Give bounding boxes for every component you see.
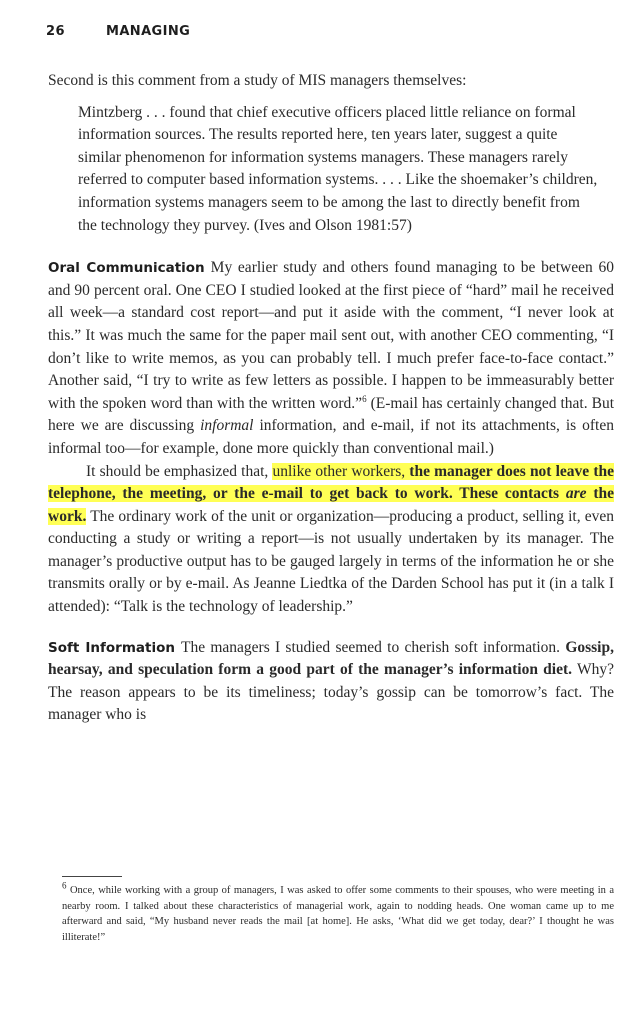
oral-text-1: My earlier study and others found managing to be between 60 and 90 percent oral. One CEO I studied looked at the first piece of “hard” mail he received all week—a standard cost report—and put it aside with the comment, “I never look at this.” It was much the same for the paper mail sent out, with another CEO commenting, “I don’t like to write memos, as you can probably tell. I much prefer face-to-face contact.” Another said, “I try to write as few letters as possible. I happen to be immeasurably better with the spoken word than with the written word.” <box>48 259 614 412</box>
page-number: 26 <box>46 24 65 39</box>
running-title: MANAGING <box>106 24 191 39</box>
emphasis-text-rest: The ordinary work of the unit or organization—producing a product, selling it, even conducting a study or writing a report—is not usually undertaken by its manager. The manager’s productive output has to be gauged largely in terms of the information he or she transmits orally or by e-mail. As Jeanne Liedtka of the Darden School has put it (in a talk I attended): “Talk is the technology of leadership.” <box>48 507 614 616</box>
oral-text-3: information, and e-mail, if not its attachments, is often informal too—for example, done more quickly than conventional mail.) <box>48 417 614 457</box>
soft-information-paragraph <box>48 637 614 727</box>
footnote-6 <box>62 880 614 945</box>
oral-text-emphasis: informal <box>200 417 254 435</box>
quote-text: Mintzberg . . . found that chief executive officers placed little reliance on formal information sources. The results reported here, ten years later, suggest a quite similar phenomenon for information systems managers. These managers rarely referred to computer based information systems. . . . Like the shoemaker’s children, information systems managers seem to be among the last to directly benefit from the technology they purvey. (Ives and Olson 1981:57) <box>78 103 598 234</box>
highlight-emphasis: are <box>565 485 587 503</box>
footnote-marker: 6 <box>362 393 367 404</box>
emphasis-paragraph <box>48 461 614 619</box>
main-text <box>48 70 614 727</box>
footnote-number: 6 <box>62 880 67 891</box>
footnote-rule <box>62 876 122 877</box>
intro-paragraph: Second is this comment from a study of MIS managers themselves: <box>48 72 467 89</box>
soft-text-2: Why? The reason appears to be its timeliness; today’s gossip can be tomorrow’s fact. The manager who is <box>48 661 614 724</box>
soft-text-bold: Gossip, hearsay, and speculation form a good part of the manager’s information diet. <box>48 638 614 679</box>
footnotes <box>62 876 614 945</box>
section-heading-oral: Oral Communication <box>48 260 205 277</box>
highlight-bold-1: the manager does not leave the telephone, the meeting, or the e-mail to get back to work. These contacts <box>48 462 614 503</box>
highlight-plain: unlike other workers, <box>272 462 410 480</box>
running-header <box>46 24 190 39</box>
oral-text-2: (E-mail has certainly changed that. But here we are discussing <box>48 394 615 435</box>
section-heading-soft: Soft Information <box>48 639 175 656</box>
soft-text-1: The managers I studied seemed to cherish soft information. <box>181 638 566 656</box>
highlight-bold-2: the work. <box>48 485 614 525</box>
block-quote <box>48 102 614 238</box>
footnote-text: Once, while working with a group of managers, I was asked to offer some comments to their spouses, who were meeting in a nearby room. I talked about these characteristics of managerial work, again to nodding heads. One woman came up to me afterward and said, “My husband never reads the mail [at home]. He asks, ‘What did we get today, dear?’ I thought he was illiterate!” <box>62 885 614 943</box>
oral-communication-paragraph <box>48 257 614 460</box>
emphasis-text-lead: It should be emphasized that, <box>86 462 273 480</box>
